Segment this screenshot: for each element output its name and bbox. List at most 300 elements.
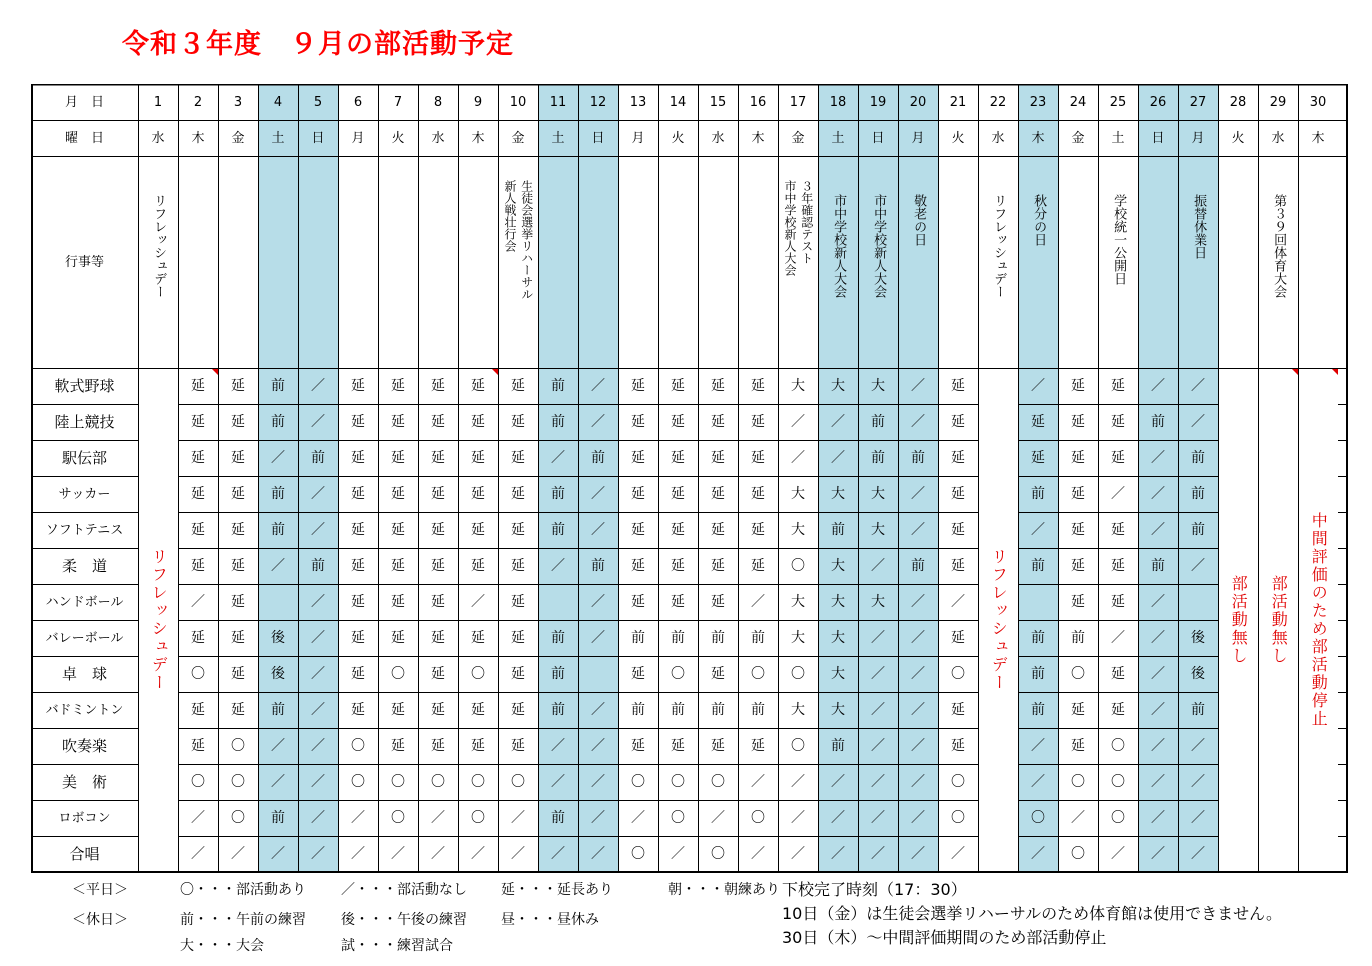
club-schedule-cell: 〇	[1031, 810, 1045, 826]
club-schedule-cell: 前	[631, 630, 645, 646]
comment-marker-icon	[1292, 369, 1298, 375]
club-schedule-cell: 前	[1151, 558, 1165, 574]
club-schedule-cell: ／	[271, 450, 285, 466]
club-schedule-cell: ／	[591, 378, 605, 394]
club-name: ハンドボール	[45, 594, 124, 610]
club-schedule-cell: ／	[191, 810, 205, 826]
club-schedule-cell: 前	[311, 450, 325, 466]
club-schedule-cell: 延	[631, 666, 645, 682]
club-schedule-cell: 前	[1031, 486, 1045, 502]
club-schedule-cell: 延	[631, 738, 645, 754]
club-schedule-cell: 〇	[711, 846, 725, 862]
club-schedule-cell: ／	[311, 414, 325, 430]
date-cell: 12	[589, 94, 607, 110]
club-schedule-cell: ／	[1111, 846, 1125, 862]
club-schedule-cell: 延	[1071, 414, 1085, 430]
club-schedule-cell: 〇	[191, 666, 205, 682]
date-cell: 7	[393, 94, 403, 110]
event-cell: 生徒会選挙リハーサル 新人戦壮行会	[503, 180, 534, 300]
club-schedule-cell: ／	[831, 774, 845, 790]
weekday-header-label: 曜 日	[64, 130, 104, 146]
club-schedule-cell: ／	[911, 846, 925, 862]
club-schedule-cell: 延	[631, 486, 645, 502]
club-schedule-cell: ／	[871, 846, 885, 862]
merged-note-cell: リフレッシュデー	[138, 368, 178, 872]
club-schedule-cell: 前	[591, 558, 605, 574]
club-schedule-cell: ／	[871, 630, 885, 646]
club-schedule-cell: 前	[1031, 558, 1045, 574]
club-name: 軟式野球	[54, 376, 115, 395]
club-schedule-cell: 延	[191, 630, 205, 646]
event-cell: 秋分の日	[1031, 194, 1047, 246]
club-schedule-cell: ／	[1191, 738, 1205, 754]
date-cell: 25	[1109, 94, 1127, 110]
club-schedule-cell: 前	[871, 414, 885, 430]
club-schedule-cell: 延	[431, 666, 445, 682]
club-schedule-cell: 延	[711, 486, 725, 502]
club-schedule-cell: 前	[631, 702, 645, 718]
club-schedule-cell: 〇	[791, 738, 805, 754]
club-schedule-cell: ／	[911, 630, 925, 646]
club-schedule-cell: ／	[1191, 774, 1205, 790]
date-cell: 5	[313, 94, 323, 110]
club-name: 吹奏楽	[61, 736, 107, 755]
merged-note-cell: 中間評価のため部活動停止	[1298, 368, 1338, 872]
club-schedule-cell: 後	[271, 666, 285, 682]
club-schedule-cell: 延	[231, 522, 245, 538]
club-schedule-cell: 前	[911, 450, 925, 466]
club-schedule-cell: 延	[951, 630, 965, 646]
club-schedule-cell: 延	[351, 558, 365, 574]
date-cell: 28	[1229, 94, 1247, 110]
event-cell: 市中学校新人大会	[871, 194, 887, 298]
date-cell: 9	[473, 94, 483, 110]
club-schedule-cell: ／	[311, 846, 325, 862]
club-schedule-cell: 延	[1071, 594, 1085, 610]
club-schedule-cell: 延	[431, 414, 445, 430]
club-schedule-cell: ／	[791, 450, 805, 466]
club-schedule-cell: ／	[591, 738, 605, 754]
club-schedule-cell: ／	[231, 846, 245, 862]
club-schedule-cell: 延	[711, 414, 725, 430]
club-schedule-cell: ／	[1191, 414, 1205, 430]
weekday-cell: 火	[671, 130, 685, 146]
note-activity-stop: 30日（木）～中間評価期間のため部活動停止	[782, 928, 1107, 947]
event-cell: 第３９回体育大会	[1271, 194, 1287, 298]
club-schedule-cell: 延	[191, 450, 205, 466]
club-schedule-cell: 延	[1111, 522, 1125, 538]
club-schedule-cell: ／	[1031, 378, 1045, 394]
club-schedule-cell: 延	[191, 558, 205, 574]
club-schedule-cell: ／	[791, 774, 805, 790]
club-schedule-cell: ／	[1031, 738, 1045, 754]
club-schedule-cell: 延	[471, 522, 485, 538]
club-schedule-cell: 延	[471, 450, 485, 466]
date-cell: 19	[869, 94, 887, 110]
club-schedule-cell: 大	[831, 378, 845, 394]
club-schedule-cell: 〇	[751, 810, 765, 826]
club-schedule-cell: ／	[271, 774, 285, 790]
club-schedule-cell: 延	[391, 702, 405, 718]
club-schedule-cell: 前	[551, 414, 565, 430]
table-grid-lines	[31, 84, 1348, 873]
club-schedule-cell: ／	[871, 738, 885, 754]
club-schedule-cell: 延	[391, 450, 405, 466]
club-schedule-cell: ／	[751, 594, 765, 610]
club-schedule-cell: 延	[431, 378, 445, 394]
club-schedule-cell: ／	[551, 738, 565, 754]
comment-marker-icon	[492, 369, 498, 375]
club-schedule-cell: ／	[431, 810, 445, 826]
club-schedule-cell: 前	[751, 702, 765, 718]
club-schedule-cell: 〇	[231, 774, 245, 790]
club-schedule-cell: 前	[271, 486, 285, 502]
club-schedule-cell: 延	[671, 738, 685, 754]
club-schedule-cell: 延	[471, 558, 485, 574]
club-schedule-cell: 延	[391, 486, 405, 502]
club-schedule-cell: 延	[1071, 486, 1085, 502]
club-schedule-cell: 延	[191, 378, 205, 394]
club-schedule-cell: 延	[1111, 594, 1125, 610]
weekday-cell: 木	[1311, 130, 1325, 146]
club-schedule-cell: 前	[591, 450, 605, 466]
club-schedule-cell: 〇	[951, 666, 965, 682]
club-schedule-cell: 延	[351, 522, 365, 538]
club-schedule-cell: ／	[311, 702, 325, 718]
date-cell: 13	[629, 94, 647, 110]
date-cell: 23	[1029, 94, 1047, 110]
club-schedule-cell: 延	[1071, 558, 1085, 574]
club-schedule-cell: ／	[1111, 630, 1125, 646]
weekday-cell: 日	[591, 130, 605, 146]
legend-ok: 〇・・・部活動あり	[180, 882, 306, 898]
club-schedule-cell: 〇	[391, 666, 405, 682]
legend-am: 前・・・午前の練習	[180, 912, 306, 928]
club-schedule-cell: ／	[1191, 846, 1205, 862]
club-schedule-cell: 〇	[671, 666, 685, 682]
club-schedule-cell: 大	[791, 486, 805, 502]
club-schedule-cell: ／	[311, 666, 325, 682]
club-schedule-cell: 〇	[351, 774, 365, 790]
club-schedule-cell: ／	[831, 414, 845, 430]
club-schedule-cell: 前	[671, 630, 685, 646]
club-schedule-cell: 延	[711, 450, 725, 466]
weekday-cell: 土	[271, 130, 285, 146]
club-schedule-cell: 〇	[711, 774, 725, 790]
club-schedule-cell: 〇	[951, 810, 965, 826]
club-schedule-cell: ／	[911, 378, 925, 394]
club-name: 駅伝部	[61, 448, 107, 467]
club-schedule-cell: ／	[791, 846, 805, 862]
weekday-cell: 木	[471, 130, 485, 146]
club-schedule-cell: ／	[511, 810, 525, 826]
club-schedule-cell: ／	[831, 450, 845, 466]
club-schedule-cell: ／	[591, 486, 605, 502]
club-schedule-cell: ／	[1071, 810, 1085, 826]
date-header-label: 月 日	[64, 94, 104, 110]
club-schedule-cell: 延	[351, 450, 365, 466]
club-schedule-cell: 延	[711, 378, 725, 394]
club-schedule-cell: 〇	[1071, 846, 1085, 862]
club-schedule-cell: ／	[351, 846, 365, 862]
club-schedule-cell: ／	[1151, 378, 1165, 394]
club-schedule-cell: ／	[1031, 846, 1045, 862]
club-schedule-cell: 延	[751, 558, 765, 574]
club-schedule-cell: ／	[311, 630, 325, 646]
club-schedule-cell: ／	[1151, 630, 1165, 646]
club-schedule-cell: ／	[591, 846, 605, 862]
club-schedule-cell: 〇	[511, 774, 525, 790]
club-schedule-cell: ／	[311, 594, 325, 610]
club-schedule-cell: ／	[271, 846, 285, 862]
club-schedule-cell: 延	[951, 558, 965, 574]
club-schedule-cell: 延	[1111, 378, 1125, 394]
weekday-cell: 水	[991, 130, 1005, 146]
club-schedule-cell: 前	[671, 702, 685, 718]
club-schedule-cell: 大	[871, 486, 885, 502]
date-cell: 2	[193, 94, 203, 110]
club-schedule-cell: 前	[551, 702, 565, 718]
club-schedule-cell: ／	[1111, 486, 1125, 502]
club-schedule-cell: 延	[711, 558, 725, 574]
club-schedule-cell: ／	[551, 450, 565, 466]
club-schedule-cell: 延	[431, 702, 445, 718]
club-schedule-cell: 延	[1071, 378, 1085, 394]
club-schedule-cell: ／	[911, 810, 925, 826]
event-cell: リフレッシュデー	[151, 194, 167, 298]
club-schedule-cell: 延	[751, 450, 765, 466]
club-schedule-cell: ／	[911, 702, 925, 718]
club-schedule-cell: 前	[911, 558, 925, 574]
date-cell: 15	[709, 94, 727, 110]
date-cell: 1	[153, 94, 163, 110]
club-schedule-cell: 延	[431, 558, 445, 574]
club-schedule-cell: 延	[351, 414, 365, 430]
club-schedule-cell: 延	[671, 414, 685, 430]
club-name: バレーボール	[45, 630, 124, 646]
club-schedule-cell: ／	[1191, 378, 1205, 394]
club-schedule-cell: 延	[631, 378, 645, 394]
legend-morning: 朝・・・朝練あり	[668, 882, 780, 898]
club-schedule-cell: 大	[831, 630, 845, 646]
club-schedule-cell: 大	[791, 702, 805, 718]
club-name: 柔 道	[61, 556, 107, 575]
club-schedule-cell: 延	[711, 522, 725, 538]
club-schedule-cell: 〇	[671, 810, 685, 826]
club-schedule-cell: 〇	[1111, 810, 1125, 826]
club-schedule-cell: 大	[871, 378, 885, 394]
club-schedule-cell: 〇	[351, 738, 365, 754]
club-schedule-cell: ／	[911, 486, 925, 502]
club-schedule-cell: 延	[391, 414, 405, 430]
date-cell: 21	[949, 94, 967, 110]
club-schedule-cell: 延	[431, 738, 445, 754]
club-name: 陸上競技	[54, 412, 115, 431]
legend-holiday-label: ＜休日＞	[72, 912, 128, 928]
weekday-cell: 金	[791, 130, 805, 146]
club-schedule-cell: ／	[591, 594, 605, 610]
club-schedule-cell: 延	[1111, 702, 1125, 718]
club-schedule-cell: 大	[791, 630, 805, 646]
club-schedule-cell: ／	[591, 414, 605, 430]
club-schedule-cell: 〇	[471, 666, 485, 682]
club-schedule-cell: ／	[311, 774, 325, 790]
merged-note-cell: 部活動無し	[1258, 368, 1298, 872]
club-schedule-cell: 前	[551, 810, 565, 826]
club-name: ロボコン	[58, 810, 111, 826]
club-schedule-cell: 〇	[471, 810, 485, 826]
event-cell: 学校統一公開日	[1111, 194, 1127, 285]
event-cell: ３年確認テスト 市中学校新人大会	[783, 180, 814, 276]
event-cell: リフレッシュデー	[991, 194, 1007, 298]
weekday-cell: 火	[391, 130, 405, 146]
date-cell: 8	[433, 94, 443, 110]
club-schedule-cell: 延	[191, 486, 205, 502]
club-schedule-cell: ／	[591, 522, 605, 538]
club-schedule-cell: 延	[631, 522, 645, 538]
club-schedule-cell: 延	[951, 522, 965, 538]
club-schedule-cell: 延	[1071, 450, 1085, 466]
club-schedule-cell: 大	[831, 702, 845, 718]
schedule-table	[31, 84, 1348, 873]
club-schedule-cell: ／	[631, 810, 645, 826]
club-schedule-cell: ／	[311, 810, 325, 826]
club-schedule-cell: 延	[951, 738, 965, 754]
club-schedule-cell: 前	[271, 810, 285, 826]
club-schedule-cell: ／	[951, 594, 965, 610]
legend-extended: 延・・・延長あり	[501, 882, 613, 898]
club-schedule-cell: 延	[751, 738, 765, 754]
club-schedule-cell: 延	[191, 702, 205, 718]
club-schedule-cell: ／	[431, 846, 445, 862]
club-schedule-cell: ／	[871, 774, 885, 790]
club-schedule-cell: ／	[191, 846, 205, 862]
club-schedule-cell: 延	[511, 414, 525, 430]
club-schedule-cell: ／	[1151, 594, 1165, 610]
club-schedule-cell: 延	[471, 702, 485, 718]
club-schedule-cell: 延	[391, 558, 405, 574]
club-schedule-cell: 延	[631, 594, 645, 610]
legend-tournament: 大・・・大会	[180, 938, 264, 954]
club-schedule-cell: 前	[311, 558, 325, 574]
club-schedule-cell: 前	[1031, 702, 1045, 718]
club-schedule-cell: 前	[1191, 702, 1205, 718]
weekday-cell: 金	[511, 130, 525, 146]
weekday-cell: 金	[1071, 130, 1085, 146]
comment-marker-icon	[212, 369, 218, 375]
club-schedule-cell: ／	[911, 738, 925, 754]
club-schedule-cell: 延	[1071, 702, 1085, 718]
club-schedule-cell: 延	[751, 414, 765, 430]
club-name: ソフトテニス	[45, 522, 124, 538]
club-schedule-cell: 延	[671, 486, 685, 502]
weekday-cell: 土	[551, 130, 565, 146]
club-schedule-cell: 延	[711, 594, 725, 610]
club-schedule-cell: 延	[751, 486, 765, 502]
date-cell: 22	[989, 94, 1007, 110]
club-schedule-cell: ／	[871, 558, 885, 574]
club-schedule-cell: ／	[951, 846, 965, 862]
club-schedule-cell: ／	[471, 846, 485, 862]
club-schedule-cell: 大	[831, 594, 845, 610]
club-schedule-cell: 前	[1191, 486, 1205, 502]
club-schedule-cell: 前	[1071, 630, 1085, 646]
club-schedule-cell: 延	[511, 378, 525, 394]
weekday-cell: 水	[1271, 130, 1285, 146]
note-dismissal-time: 下校完了時刻（17：30）	[782, 880, 967, 899]
club-schedule-cell: 延	[1071, 522, 1085, 538]
club-schedule-cell: ／	[751, 846, 765, 862]
club-schedule-cell: 前	[831, 522, 845, 538]
club-schedule-cell: 前	[551, 630, 565, 646]
club-schedule-cell: 延	[391, 594, 405, 610]
club-schedule-cell: 前	[551, 486, 565, 502]
club-schedule-cell: 延	[391, 630, 405, 646]
club-schedule-cell: 延	[1111, 414, 1125, 430]
date-cell: 30	[1309, 94, 1327, 110]
club-schedule-cell: 延	[951, 378, 965, 394]
club-schedule-cell: 延	[471, 414, 485, 430]
club-schedule-cell: 後	[1191, 630, 1205, 646]
club-schedule-cell: ／	[351, 810, 365, 826]
club-schedule-cell: 延	[951, 702, 965, 718]
club-schedule-cell: ／	[1151, 774, 1165, 790]
club-schedule-cell: ／	[871, 666, 885, 682]
club-schedule-cell: 延	[1111, 558, 1125, 574]
weekday-cell: 日	[311, 130, 325, 146]
club-schedule-cell: ／	[311, 378, 325, 394]
club-schedule-cell: 延	[671, 594, 685, 610]
club-schedule-cell: ／	[591, 702, 605, 718]
club-schedule-cell: 〇	[671, 774, 685, 790]
club-schedule-cell: 延	[631, 450, 645, 466]
club-schedule-cell: 延	[471, 738, 485, 754]
club-schedule-cell: 延	[231, 558, 245, 574]
club-schedule-cell: 延	[1031, 414, 1045, 430]
club-schedule-cell: 前	[831, 738, 845, 754]
club-schedule-cell: ／	[1191, 810, 1205, 826]
club-schedule-cell: 延	[191, 522, 205, 538]
club-schedule-cell: ／	[831, 846, 845, 862]
club-schedule-cell: 〇	[431, 774, 445, 790]
club-schedule-cell: 延	[471, 630, 485, 646]
weekday-cell: 月	[911, 130, 925, 146]
club-schedule-cell: 延	[671, 450, 685, 466]
club-schedule-cell: 前	[271, 414, 285, 430]
club-schedule-cell: 延	[671, 558, 685, 574]
weekday-cell: 水	[151, 130, 165, 146]
club-schedule-cell: 延	[751, 378, 765, 394]
club-schedule-cell: ／	[711, 810, 725, 826]
club-schedule-cell: ／	[271, 738, 285, 754]
club-schedule-cell: 〇	[791, 558, 805, 574]
club-schedule-cell: 大	[831, 666, 845, 682]
club-schedule-cell: ／	[1151, 666, 1165, 682]
legend-weekday-label: ＜平日＞	[72, 882, 128, 898]
club-schedule-cell: ／	[831, 810, 845, 826]
club-schedule-cell: 前	[271, 378, 285, 394]
club-schedule-cell: 後	[271, 630, 285, 646]
club-schedule-cell: 大	[791, 594, 805, 610]
club-schedule-cell: 延	[231, 486, 245, 502]
club-schedule-cell: 延	[1111, 450, 1125, 466]
club-schedule-cell: 延	[391, 378, 405, 394]
club-schedule-cell: 前	[1191, 522, 1205, 538]
club-schedule-cell: ／	[591, 630, 605, 646]
club-schedule-cell: 延	[231, 702, 245, 718]
club-schedule-cell: ／	[911, 594, 925, 610]
club-schedule-cell: ／	[1151, 702, 1165, 718]
